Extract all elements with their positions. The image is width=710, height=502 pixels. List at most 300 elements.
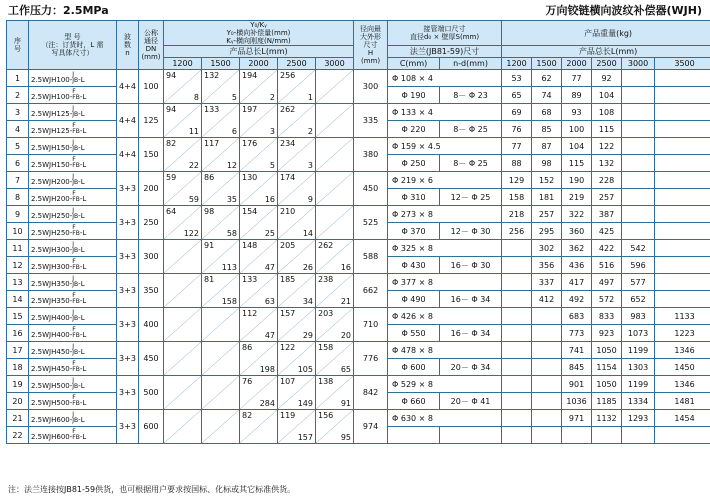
weight-cell [532,342,562,359]
flange-nd: 8－ Φ 23 [440,87,502,104]
model-cell [29,342,117,359]
comp-cell [278,70,316,104]
weight-cell: 497 [592,274,622,291]
comp-cell [202,104,240,138]
diagonal-line [164,308,201,341]
row-number: 1 [7,70,29,87]
weight-cell: 1133 [655,308,710,325]
comp-cell [240,70,278,104]
pipe-size: Φ 529 × 8 [388,376,502,393]
comp-ky: 6 [231,127,237,136]
weight-cell [655,172,710,189]
weight-cell: 190 [562,172,592,189]
table-row [7,70,710,87]
weight-cell: 1036 [562,393,592,410]
wave-count: 3+3 [117,274,139,308]
flange-c: Φ 600 [388,359,440,376]
weight-cell: 158 [502,189,532,206]
flange-nd: 20－ Φ 34 [440,359,502,376]
weight-cell: 68 [532,104,562,121]
weight-cell: 65 [502,87,532,104]
weight-cell: 89 [562,87,592,104]
product-title: 万向铰链横向波纹补偿器(WJH) [545,4,702,17]
weight-cell: 85 [532,121,562,138]
weight-cell: 596 [622,257,655,274]
row-number: 3 [7,104,29,121]
comp-y0: 262 [280,105,296,114]
comp-cell [240,240,278,274]
model-tail: -L [78,75,85,84]
weight-cell [655,138,710,155]
comp-cell [278,376,316,410]
model-name: 2.5WJH100- [31,75,73,84]
weight-cell: 387 [592,206,622,223]
col-weight-header: 产品重量(kg) [502,21,710,46]
col-maxdim-header: 径向最 大外形 尺寸 H (mm) [354,21,388,70]
wlen-1500: 1500 [532,58,562,70]
model-name: 2.5WJH600- [31,415,73,424]
flange-c: Φ 660 [388,393,440,410]
comp-y0: 174 [280,173,296,182]
nominal-dn: 100 [139,70,164,104]
col-dn-header: 公称 通径 DN (mm) [139,21,164,70]
model-code: J JB [72,206,79,220]
weight-cell: 302 [532,240,562,257]
row-number: 19 [7,376,29,393]
diagonal-line [164,376,201,409]
comp-cell [202,410,240,444]
weight-cell: 181 [532,189,562,206]
comp-cell [202,70,240,104]
comp-cell [164,240,202,274]
model-cell [29,223,117,240]
model-name: 2.5WJH500- [31,398,73,407]
table-row [7,410,710,427]
comp-y0: 94 [166,105,177,114]
table-row [7,274,710,291]
wlen-3500: 3500 [655,58,710,70]
weight-cell: 218 [502,206,532,223]
model-name: 2.5WJH125- [31,109,73,118]
flange-nd: 16－ Φ 30 [440,257,502,274]
comp-ky: 284 [259,399,275,408]
comp-ky: 16 [340,263,352,272]
weight-cell: 104 [592,87,622,104]
flange-nd: 16－ Φ 34 [440,291,502,308]
comp-ky: 35 [226,195,237,204]
comp-ky: 59 [188,195,199,204]
comp-y0: 107 [280,377,296,386]
model-cell [29,308,117,325]
model-tail: -L [79,432,87,441]
model-code: J JB [72,410,79,424]
flange-c: Φ 490 [388,291,440,308]
comp-cell [164,308,202,342]
weight-cell: 360 [562,223,592,240]
weight-cell: 257 [532,206,562,223]
weight-cell [502,427,532,444]
pipe-size: Φ 377 × 8 [388,274,502,291]
model-tail: -L [79,228,87,237]
weight-cell: 773 [562,325,592,342]
model-name: 2.5WJH450- [31,364,73,373]
model-code: F FB [72,189,80,203]
nominal-dn: 250 [139,206,164,240]
model-name: 2.5WJH150- [31,160,73,169]
comp-ky: 149 [297,399,313,408]
comp-cell [278,342,316,376]
comp-ky: 9 [307,195,313,204]
row-number: 9 [7,206,29,223]
model-code: J JB [72,274,79,288]
model-tail: -L [78,415,85,424]
diagonal-line [164,274,201,307]
model-code: J JB [72,172,79,186]
comp-cell [164,410,202,444]
comp-y0: 98 [204,207,215,216]
weight-cell: 652 [622,291,655,308]
weight-cell [622,121,655,138]
weight-cell: 1050 [592,342,622,359]
diagonal-line [202,376,239,409]
pipe-size: Φ 133 × 4 [388,104,502,121]
weight-cell [622,172,655,189]
table-row [7,104,710,121]
pipe-size: Φ 273 × 8 [388,206,502,223]
comp-ky: 47 [264,263,275,272]
comp-cell [316,376,354,410]
weight-cell [502,359,532,376]
comp-y0: 205 [280,241,296,250]
wave-count: 3+3 [117,342,139,376]
wave-count: 4+4 [117,104,139,138]
working-pressure: 工作压力：2.5MPa [8,4,109,17]
weight-cell [655,291,710,308]
comp-y0: 86 [242,343,253,352]
col-comp-header: Y₀/Kᵧ Y₀-横向补偿量(mm) Kᵧ-横向刚度(N/mm) [164,21,354,46]
nominal-dn: 600 [139,410,164,444]
weight-cell: 492 [562,291,592,308]
flange-nd: 12－ Φ 25 [440,189,502,206]
weight-cell [502,240,532,257]
model-name: 2.5WJH500- [31,381,73,390]
weight-cell: 100 [562,121,592,138]
wave-count: 3+3 [117,206,139,240]
comp-cell [316,410,354,444]
weight-cell: 1050 [592,376,622,393]
weight-cell: 108 [592,104,622,121]
comp-ky: 29 [302,331,313,340]
comp-ky: 8 [193,93,199,102]
col-waves-header: 波 数 n [117,21,139,70]
pipe-size: Φ 426 × 8 [388,308,502,325]
model-name: 2.5WJH150- [31,143,73,152]
comp-cell [202,138,240,172]
table-row [7,376,710,393]
comp-cell [278,274,316,308]
wave-count: 3+3 [117,376,139,410]
weight-cell: 1293 [622,410,655,427]
model-cell [29,376,117,393]
weight-cell [502,325,532,342]
model-code: F FB [72,325,80,339]
comp-ky: 1 [307,93,313,102]
weight-cell: 98 [532,155,562,172]
weight-cell [532,325,562,342]
model-tail: -L [78,177,85,186]
model-cell [29,87,117,104]
comp-y0: 156 [318,411,334,420]
comp-y0: 176 [242,139,258,148]
page-header [8,2,702,18]
comp-cell [240,172,278,206]
weight-cell [502,342,532,359]
comp-ky: 198 [259,365,275,374]
comp-cell [202,308,240,342]
comp-y0: 132 [204,71,220,80]
comp-ky: 5 [231,93,237,102]
weight-cell: 257 [592,189,622,206]
weight-cell [622,70,655,87]
model-tail: -L [78,211,85,220]
model-tail: -L [79,398,87,407]
wave-count: 4+4 [117,138,139,172]
model-code: J JB [72,240,79,254]
flange-nd: 8－ Φ 25 [440,155,502,172]
weight-cell: 122 [592,138,622,155]
max-dim: 776 [354,342,388,376]
wlen-1200: 1200 [502,58,532,70]
weight-cell [622,206,655,223]
comp-y0: 154 [242,207,258,216]
diagonal-line [316,104,353,137]
weight-cell: 62 [532,70,562,87]
weight-cell: 104 [562,138,592,155]
comp-ky: 105 [297,365,313,374]
comp-cell [164,138,202,172]
weight-cell [502,257,532,274]
comp-ky: 158 [221,297,237,306]
flange-c: Φ 370 [388,223,440,240]
weight-cell: 572 [592,291,622,308]
weight-cell [532,359,562,376]
comp-ky: 2 [269,93,275,102]
model-cell [29,138,117,155]
weight-cell [655,206,710,223]
weight-cell: 362 [562,240,592,257]
comp-cell [202,172,240,206]
comp-ky: 11 [188,127,199,136]
model-name: 2.5WJH200- [31,194,73,203]
weight-cell: 741 [562,342,592,359]
weight-cell: 92 [592,70,622,87]
comp-y0: 238 [318,275,334,284]
model-code: F FB [72,121,80,135]
comp-cell [316,342,354,376]
model-tail: -L [79,126,87,135]
model-name: 2.5WJH300- [31,245,73,254]
weight-cell: 1199 [622,342,655,359]
col-nd-header: n-d(mm) [440,58,502,70]
weight-cell: 228 [592,172,622,189]
comp-cell [164,70,202,104]
model-name: 2.5WJH350- [31,296,73,305]
weight-cell: 77 [562,70,592,87]
model-name: 2.5WJH250- [31,228,73,237]
table-row [7,138,710,155]
weight-cell [622,155,655,172]
weight-cell: 422 [592,240,622,257]
weight-cell: 577 [622,274,655,291]
row-number: 15 [7,308,29,325]
comp-cell [278,240,316,274]
weight-cell [655,87,710,104]
nominal-dn: 300 [139,240,164,274]
comp-ky: 91 [340,399,352,408]
col-model-header: 型 号 （注：订货时，L 需 写具体尺寸） [29,21,117,70]
weight-cell [502,308,532,325]
weight-cell [622,87,655,104]
wave-count: 3+3 [117,172,139,206]
comp-cell [202,240,240,274]
comp-y0: 197 [242,105,258,114]
pipe-size: Φ 108 × 4 [388,70,502,87]
flange-c: Φ 190 [388,87,440,104]
comp-y0: 158 [318,343,334,352]
weight-cell: 845 [562,359,592,376]
comp-cell [202,342,240,376]
row-number: 10 [7,223,29,240]
weight-cell [655,189,710,206]
weight-cell: 356 [532,257,562,274]
model-name: 2.5WJH300- [31,262,73,271]
model-cell [29,206,117,223]
diagonal-line [316,138,353,171]
comp-y0: 122 [280,343,296,352]
comp-ky: 3 [269,127,275,136]
row-number: 17 [7,342,29,359]
diagonal-line [164,240,201,273]
weight-cell: 337 [532,274,562,291]
comp-ky: 47 [264,331,275,340]
comp-cell [316,274,354,308]
comp-y0: 86 [204,173,215,182]
comp-cell [278,172,316,206]
model-code: J JB [72,70,79,84]
weight-cell: 1450 [655,359,710,376]
row-number: 7 [7,172,29,189]
max-dim: 300 [354,70,388,104]
pipe-size: Φ 219 × 6 [388,172,502,189]
model-name: 2.5WJH125- [31,126,73,135]
weight-cell [502,274,532,291]
model-cell [29,70,117,87]
weight-cell [592,427,622,444]
weight-cell: 516 [592,257,622,274]
row-number: 22 [7,427,29,444]
diagonal-line [202,342,239,375]
weight-cell [655,70,710,87]
weight-cell [502,291,532,308]
comp-cell [316,138,354,172]
model-name: 2.5WJH350- [31,279,73,288]
comp-cell [240,376,278,410]
model-tail: -L [79,194,87,203]
weight-cell: 1199 [622,376,655,393]
comp-y0: 64 [166,207,177,216]
comp-ky: 2 [307,127,313,136]
weight-cell [655,240,710,257]
max-dim: 525 [354,206,388,240]
model-tail: -L [78,313,85,322]
weight-cell: 1132 [592,410,622,427]
model-tail: -L [78,381,85,390]
weight-cell [655,257,710,274]
comp-cell [278,138,316,172]
wave-count: 3+3 [117,308,139,342]
model-cell [29,257,117,274]
model-code: J JB [72,376,79,390]
comp-cell [164,206,202,240]
diagonal-line [316,70,353,103]
comp-ky: 95 [340,433,352,442]
nominal-dn: 450 [139,342,164,376]
comp-cell [278,410,316,444]
nominal-dn: 125 [139,104,164,138]
weight-cell [502,376,532,393]
weight-cell: 1346 [655,342,710,359]
comp-ky: 65 [340,365,352,374]
weight-cell: 115 [562,155,592,172]
len-2000: 2000 [240,58,278,70]
weight-cell [562,427,592,444]
weight-cell: 833 [592,308,622,325]
model-tail: -L [79,364,87,373]
comp-ky: 63 [264,297,275,306]
weight-cell [655,121,710,138]
diagonal-line [202,410,239,443]
comp-ky: 21 [340,297,352,306]
model-code: J JB [72,308,79,322]
max-dim: 842 [354,376,388,410]
model-cell [29,172,117,189]
row-number: 20 [7,393,29,410]
weight-cell: 923 [592,325,622,342]
len-1500: 1500 [202,58,240,70]
max-dim: 380 [354,138,388,172]
comp-cell [202,274,240,308]
weight-cell: 93 [562,104,592,121]
comp-ky: 14 [302,229,313,238]
nominal-dn: 350 [139,274,164,308]
row-number: 14 [7,291,29,308]
weight-cell [655,223,710,240]
comp-cell [240,342,278,376]
comp-y0: 94 [166,71,177,80]
model-cell [29,155,117,172]
model-code: F FB [72,291,80,305]
table-row [7,342,710,359]
comp-cell [164,104,202,138]
comp-cell [240,274,278,308]
weight-cell [502,393,532,410]
weight-cell: 412 [532,291,562,308]
weight-cell [655,155,710,172]
weight-cell: 1303 [622,359,655,376]
model-tail: -L [78,347,85,356]
model-name: 2.5WJH400- [31,313,73,322]
comp-y0: 256 [280,71,296,80]
